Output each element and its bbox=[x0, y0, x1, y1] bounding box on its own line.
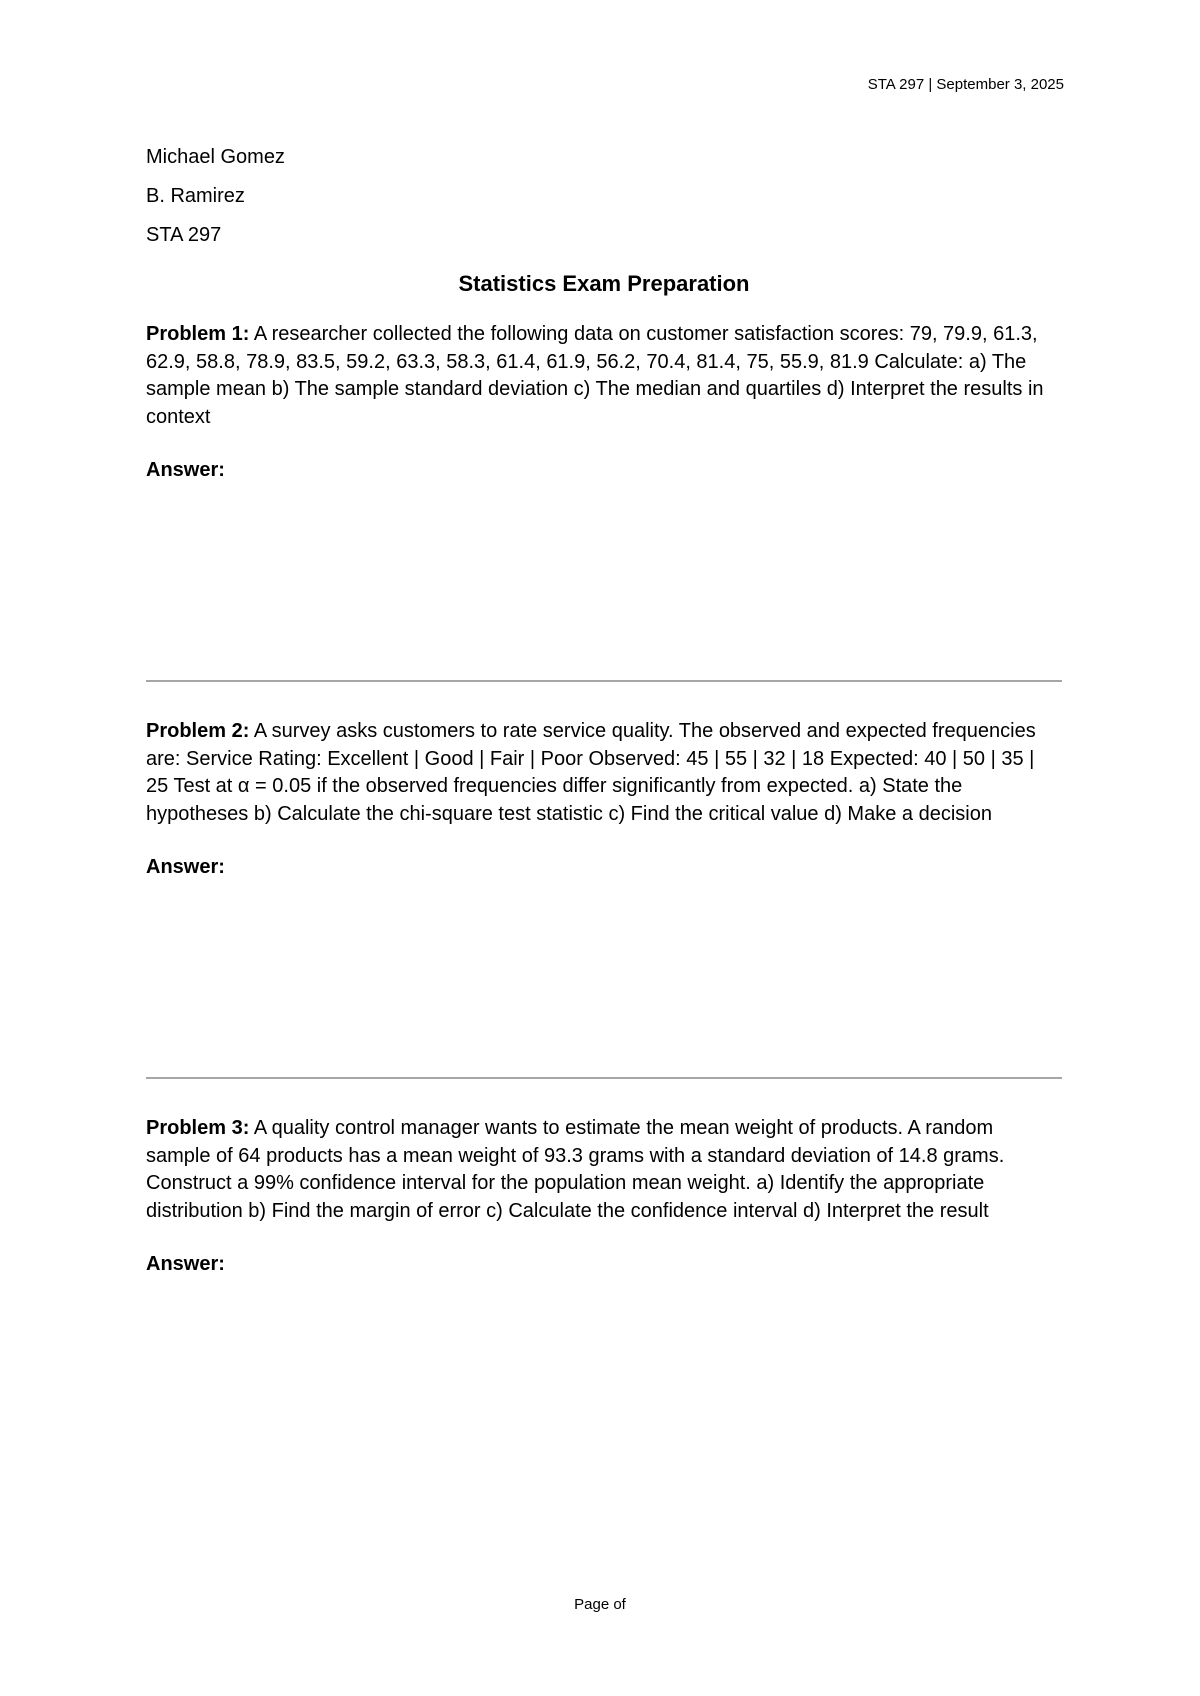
problem-2-text: A survey asks customers to rate service quality. The observed and expected frequencies are: Service Rating: Excellent | Good | Fair | Poor Observed: 45 | 55 | 32 | 18 Expected: 40 | 50 | 35 | 25 Test at α = 0.05 if the observed frequencies differ significantly from expected. a) State the hypotheses b) Calculate the chi-square test statistic c) Find the critical value d) Make a decision bbox=[146, 720, 1036, 825]
problem-2-answer-label: Answer: bbox=[146, 856, 225, 878]
problem-3-label: Problem 3: bbox=[146, 1117, 250, 1139]
problem-block-1 bbox=[146, 321, 1062, 680]
problem-1-answer-area[interactable] bbox=[146, 484, 1062, 680]
student-name: Michael Gomez bbox=[146, 146, 285, 168]
problem-3-text: A quality control manager wants to estimate the mean weight of products. A random sample of 64 products has a mean weight of 93.3 grams with a standard deviation of 14.8 grams. Construct a 99% confidence interval for the population mean weight. a) Identify the appropriate distribution b) Find the margin of error c) Calculate the confidence interval d) Interpret the result bbox=[146, 1117, 1005, 1222]
problem-block-2 bbox=[146, 718, 1062, 1077]
problem-3-answer-area[interactable] bbox=[146, 1278, 1062, 1474]
instructor-name: B. Ramirez bbox=[146, 185, 245, 207]
problem-1-answer-label: Answer: bbox=[146, 459, 225, 481]
problem-block-3 bbox=[146, 1115, 1062, 1474]
problem-2-statement bbox=[146, 718, 1062, 828]
section-divider-1 bbox=[146, 680, 1062, 682]
problem-1-label: Problem 1: bbox=[146, 323, 250, 345]
page-number-footer: Page of bbox=[574, 1596, 626, 1613]
problem-1-statement bbox=[146, 321, 1062, 431]
problem-1-text: A researcher collected the following data on customer satisfaction scores: 79, 79.9, 61.3, 62.9, 58.8, 78.9, 83.5, 59.2, 63.3, 58.3, 61.4, 61.9, 56.2, 70.4, 81.4, 75, 55.9, 81.9 Calculate: a) The sample mean b) The sample standard deviation c) The median and quartiles d) Interpret the results in context bbox=[146, 323, 1044, 428]
course-code: STA 297 bbox=[146, 224, 222, 246]
problem-2-answer-area[interactable] bbox=[146, 881, 1062, 1077]
problem-3-answer-label: Answer: bbox=[146, 1253, 225, 1275]
document-body bbox=[146, 144, 1062, 1474]
section-divider-2 bbox=[146, 1077, 1062, 1079]
problem-2-label: Problem 2: bbox=[146, 720, 250, 742]
running-head: STA 297 | September 3, 2025 bbox=[867, 76, 1064, 93]
document-title: Statistics Exam Preparation bbox=[458, 271, 750, 296]
problem-3-statement bbox=[146, 1115, 1062, 1225]
